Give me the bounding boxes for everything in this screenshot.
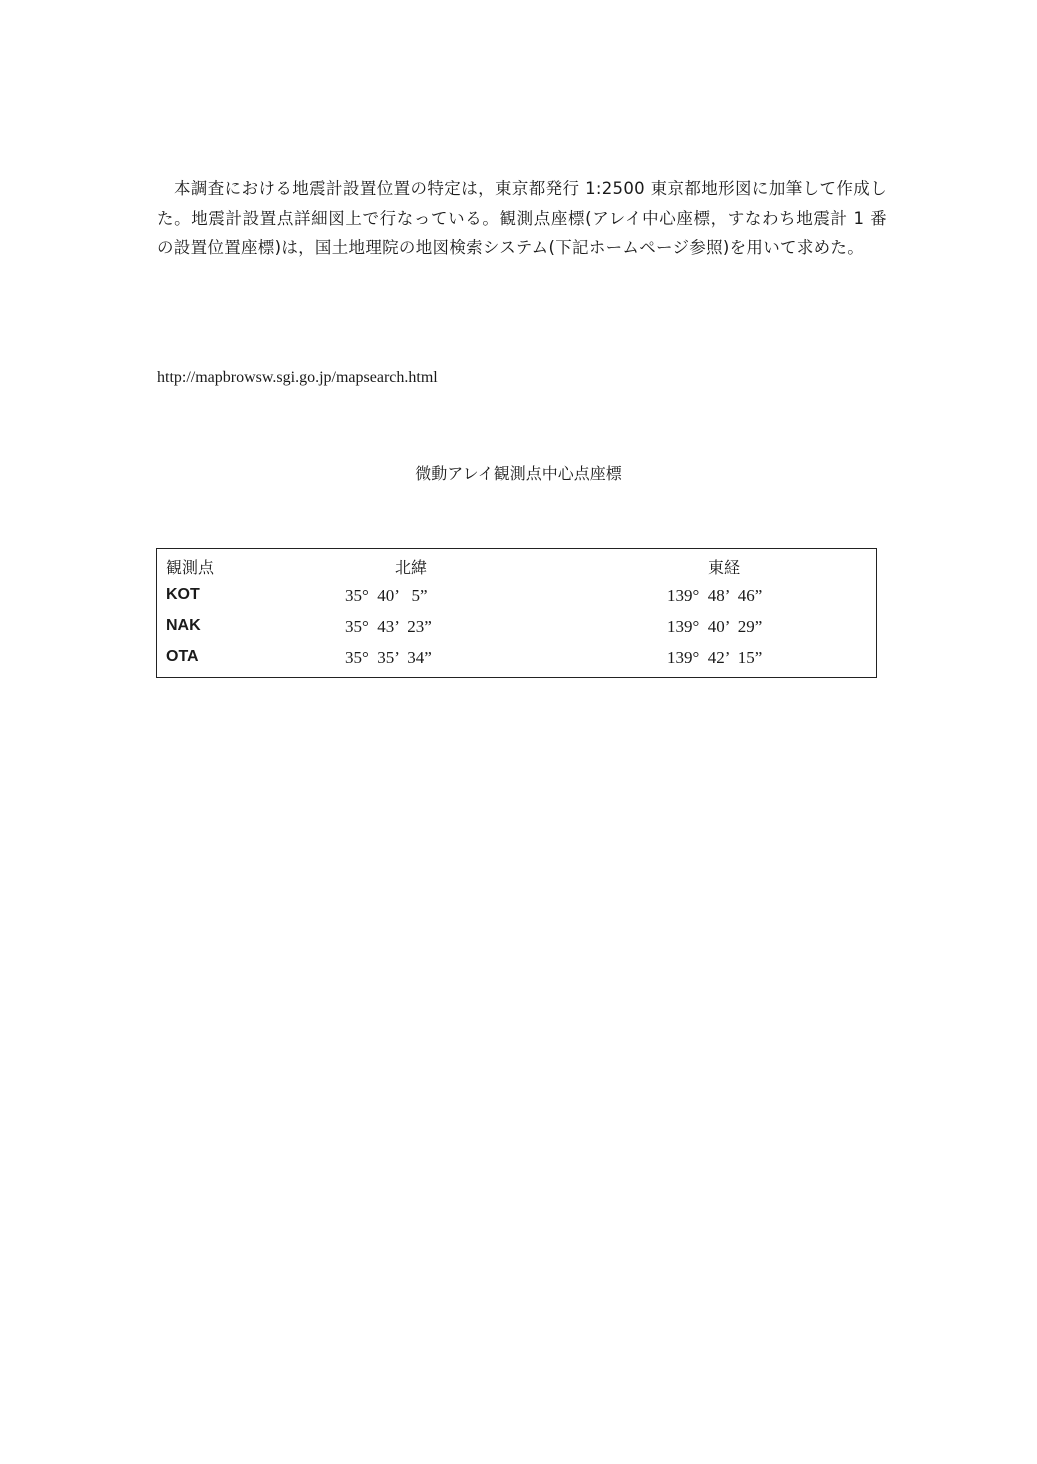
longitude-value: 139° 40’ 29” <box>667 617 763 636</box>
header-station: 観測点 <box>166 558 215 577</box>
table-header-row <box>157 555 876 585</box>
station-code: OTA <box>166 648 199 665</box>
latitude-value: 35° 40’ 5” <box>345 586 428 605</box>
coordinate-table <box>156 548 877 678</box>
header-longitude: 東経 <box>708 558 741 577</box>
table-row <box>157 586 876 616</box>
station-code: KOT <box>166 586 200 603</box>
header-latitude: 北緯 <box>395 558 428 577</box>
table-row <box>157 617 876 647</box>
station-code: NAK <box>166 617 201 634</box>
table-row <box>157 648 876 678</box>
latitude-value: 35° 35’ 34” <box>345 648 432 667</box>
body-paragraph: 本調査における地震計設置位置の特定は，東京都発行 1:2500 東京都地形図に加筆して作成した。地震計設置点詳細図上で行なっている。観測点座標(アレイ中心座標，すなわち地震計 1 番の設置位置座標)は，国土地理院の地図検索システム(下記ホームページ参照)を用いて求めた。 <box>157 179 887 257</box>
longitude-value: 139° 48’ 46” <box>667 586 763 605</box>
longitude-value: 139° 42’ 15” <box>667 648 763 667</box>
reference-url: http://mapbrowsw.sgi.go.jp/mapsearch.html <box>157 369 438 386</box>
table-title: 微動アレイ観測点中心点座標 <box>415 464 622 483</box>
latitude-value: 35° 43’ 23” <box>345 617 432 636</box>
